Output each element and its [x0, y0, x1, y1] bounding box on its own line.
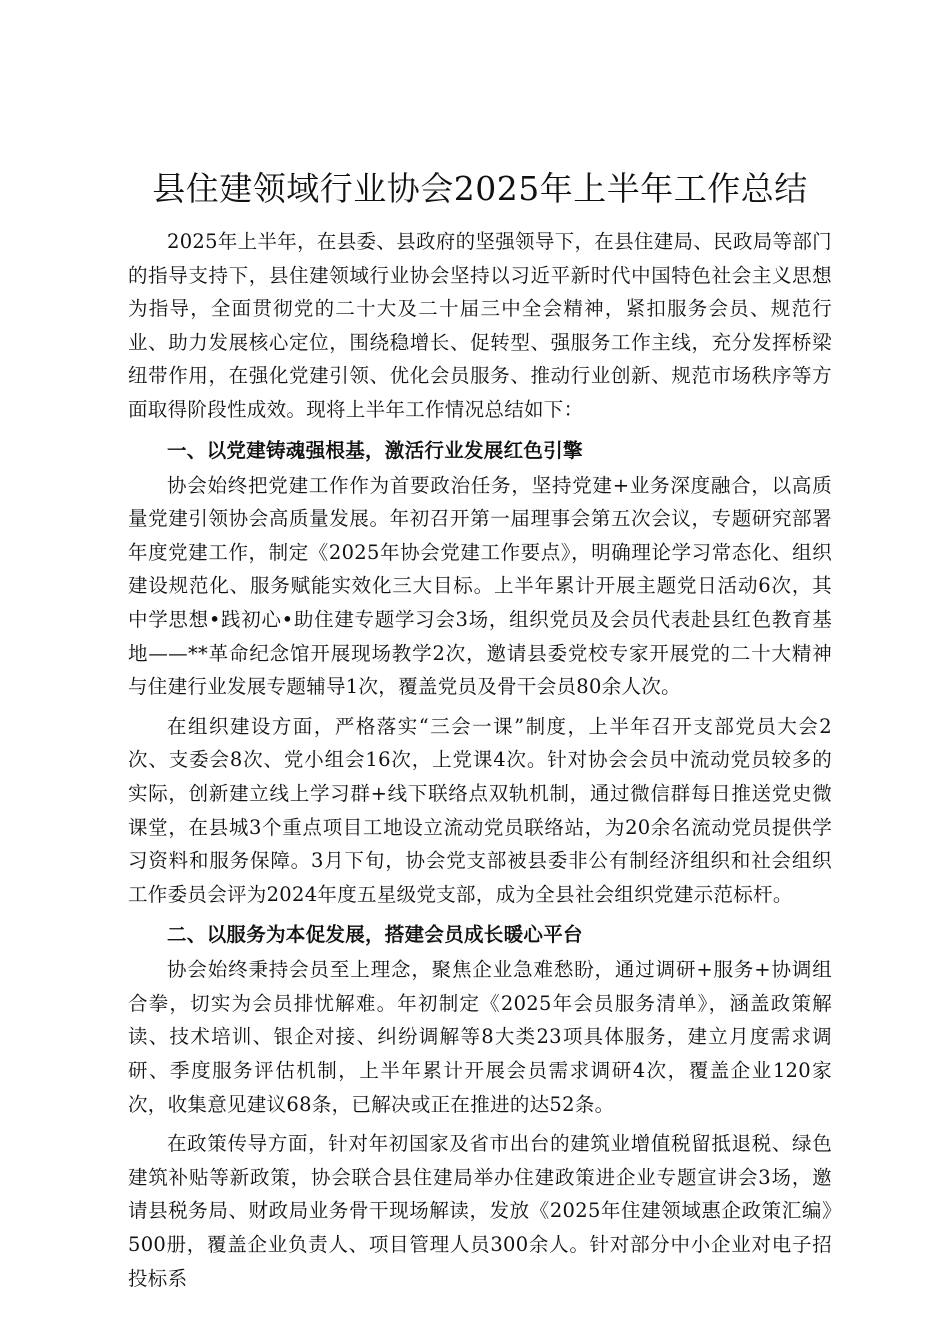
section-2-paragraph-2: 在政策传导方面，针对年初国家及省市出台的建筑业增值税留抵退税、绿色建筑补贴等新政策，协会联合县住建局举办住建政策进企业专题宣讲会3场，邀请县税务局、财政局业务骨干现场解读，发放《2025年住建领域惠企政策汇编》500册，覆盖企业负责人、项目管理人员300余人。针对部分中小企业对电子招投标系 — [128, 1132, 832, 1290]
section-2-paragraph-1: 协会始终秉持会员至上理念，聚焦企业急难愁盼，通过调研+服务+协调组合拳，切实为会员排忧解难。年初制定《2025年会员服务清单》，涵盖政策解读、技术培训、银企对接、纠纷调解等8大类23项具体服务，建立月度需求调研、季度服务评估机制，上半年累计开展会员需求调研4次，覆盖企业120家次，收集意见建议68条，已解决或正在推进的达52条。 — [128, 958, 832, 1116]
document-body — [128, 165, 832, 1295]
section-heading-1: 一、以党建铸魂强根基，激活行业发展红色引擎 — [167, 438, 583, 462]
intro-paragraph: 2025年上半年，在县委、县政府的坚强领导下，在县住建局、民政局等部门的指导支持下，县住建领域行业协会坚持以习近平新时代中国特色社会主义思想为指导，全面贯彻党的二十大及二十届三中全会精神，紧扣服务会员、规范行业、助力发展核心定位，围绕稳增长、促转型、强服务工作主线，充分发挥桥梁纽带作用，在强化党建引领、优化会员服务、推动行业创新、规范市场秩序等方面取得阶段性成效。现将上半年工作情况总结如下： — [128, 230, 832, 421]
section-heading-2: 二、以服务为本促发展，搭建会员成长暖心平台 — [167, 923, 583, 947]
document-title: 县住建领域行业协会2025年上半年工作总结 — [152, 169, 808, 208]
section-1-paragraph-1: 协会始终把党建工作作为首要政治任务，坚持党建+业务深度融合，以高质量党建引领协会高质量发展。年初召开第一届理事会第五次会议，专题研究部署年度党建工作，制定《2025年协会党建工作要点》，明确理论学习常态化、组织建设规范化、服务赋能实效化三大目标。上半年累计开展主题党日活动6次，其中学思想•践初心•助住建专题学习会3场，组织党员及会员代表赴县红色教育基地——**革命纪念馆开展现场教学2次，邀请县委党校专家开展党的二十大精神与住建行业发展专题辅导1次，覆盖党员及骨干会员80余人次。 — [128, 473, 832, 699]
section-1-paragraph-2: 在组织建设方面，严格落实“三会一课”制度，上半年召开支部党员大会2次、支委会8次、党小组会16次，上党课4次。针对协会会员中流动党员较多的实际，创新建立线上学习群+线下联络点双轨机制，通过微信群每日推送党史微课堂，在县城3个重点项目工地设立流动党员联络站，为20余名流动党员提供学习资料和服务保障。3月下旬，协会党支部被县委非公有制经济组织和社会组织工作委员会评为2024年度五星级党支部，成为全县社会组织党建示范标杆。 — [128, 714, 832, 906]
